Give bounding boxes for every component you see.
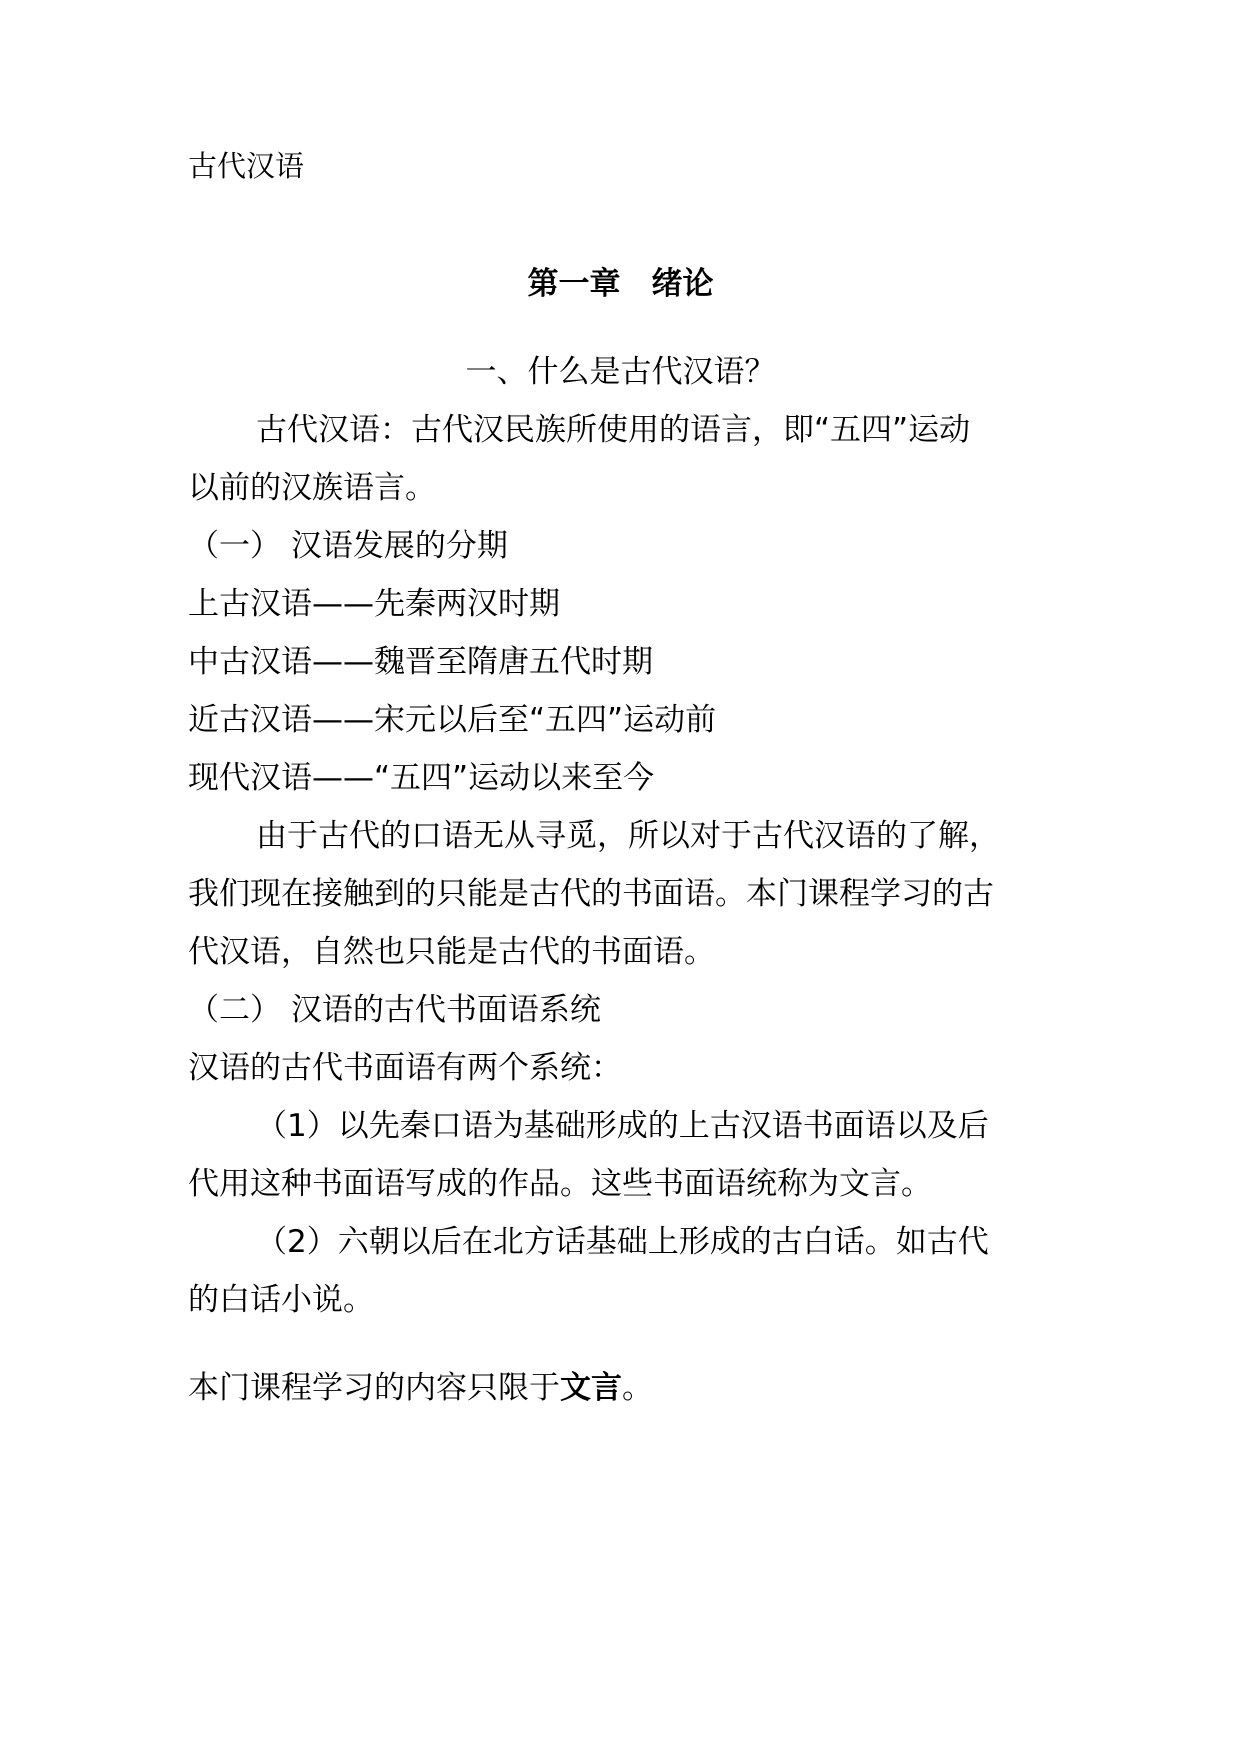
paragraph-line: 我们现在接触到的只能是古代的书面语。本门课程学习的古 (188, 876, 994, 912)
paragraph-line: 代汉语，自然也只能是古代的书面语。 (188, 934, 715, 970)
list-item-line: （2）六朝以后在北方话基础上形成的古白话。如古代 (256, 1224, 989, 1260)
chapter-heading: 第一章 绪论 (527, 266, 714, 302)
period-item: 中古汉语——魏晋至隋唐五代时期 (188, 644, 653, 680)
conclusion-text: 本门课程学习的内容只限于 (188, 1370, 560, 1406)
period-item: 近古汉语——宋元以后至“五四”运动前 (188, 702, 717, 738)
subsection-heading-2: （二） 汉语的古代书面语系统 (188, 992, 601, 1028)
conclusion-line (188, 1368, 653, 1408)
definition-line-1: 古代汉语：古代汉民族所使用的语言，即“五四”运动 (256, 412, 971, 448)
section-heading: 一、什么是古代汉语？ (465, 354, 776, 390)
period-item: 现代汉语——“五四”运动以来至今 (188, 760, 655, 796)
paragraph-line: 汉语的古代书面语有两个系统： (188, 1050, 622, 1086)
definition-line-2: 以前的汉族语言。 (188, 470, 436, 506)
list-item-line: 代用这种书面语写成的作品。这些书面语统称为文言。 (188, 1166, 932, 1202)
list-item-line: 的白话小说。 (188, 1282, 374, 1318)
period-item: 上古汉语——先秦两汉时期 (188, 586, 560, 622)
conclusion-emphasis: 文言 (560, 1370, 622, 1406)
paragraph-line: 由于古代的口语无从寻觅，所以对于古代汉语的了解， (256, 818, 1000, 854)
conclusion-period: 。 (622, 1370, 653, 1406)
document-title: 古代汉语 (188, 149, 305, 183)
list-item-line: （1）以先秦口语为基础形成的上古汉语书面语以及后 (256, 1108, 989, 1144)
subsection-heading-1: （一） 汉语发展的分期 (188, 528, 508, 564)
